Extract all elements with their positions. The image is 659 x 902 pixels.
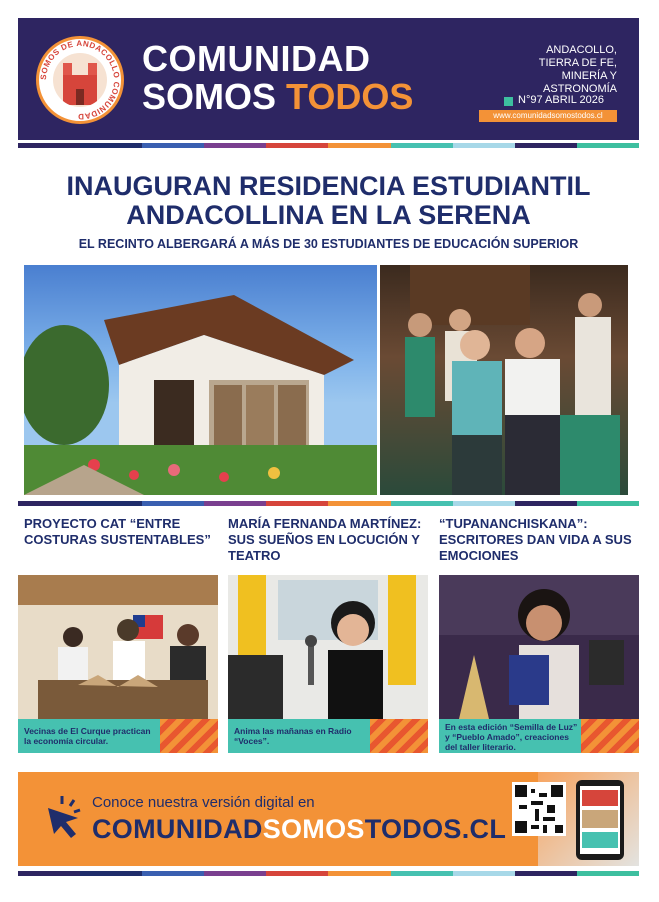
promo-url-todos: TODOS bbox=[364, 814, 462, 844]
stripe-segment bbox=[515, 871, 577, 876]
article-title-tupananchiskana[interactable]: “TUPANANCHISKANA”: ESCRITORES DAN VIDA A SUS EMOCIONES bbox=[439, 516, 632, 563]
church-logo-icon bbox=[36, 36, 124, 124]
stripe-segment bbox=[266, 871, 328, 876]
stripe-segment bbox=[391, 871, 453, 876]
stripe-segment bbox=[18, 501, 80, 506]
stripe-segment bbox=[577, 501, 639, 506]
masthead-url[interactable]: www.comunidadsomostodos.cl bbox=[479, 110, 617, 122]
stripe-segment bbox=[80, 143, 142, 148]
stripe-segment bbox=[266, 501, 328, 506]
stripe-segment bbox=[142, 501, 204, 506]
stripe-segment bbox=[80, 501, 142, 506]
masthead-title-line1: COMUNIDAD bbox=[142, 38, 371, 79]
promo-url-tld: .CL bbox=[461, 814, 507, 844]
phone-icon bbox=[574, 778, 626, 862]
color-stripe-top bbox=[18, 143, 639, 148]
promo-text-small: Conoce nuestra versión digital en bbox=[92, 794, 315, 811]
stripe-segment bbox=[266, 143, 328, 148]
article-title-cat[interactable]: PROYECTO CAT “ENTRE COSTURAS SUSTENTABLES” bbox=[24, 516, 211, 547]
stripe-segment bbox=[328, 871, 390, 876]
stripe-segment bbox=[18, 143, 80, 148]
logo-text: SOMOS DE ANDACOLLO COMUNIDAD bbox=[38, 38, 122, 122]
stripe-segment bbox=[453, 871, 515, 876]
pointer-click-icon bbox=[40, 794, 90, 844]
qr-code-icon[interactable] bbox=[512, 782, 566, 836]
stripe-segment bbox=[142, 871, 204, 876]
stripe-segment bbox=[391, 143, 453, 148]
stripe-segment bbox=[577, 871, 639, 876]
masthead-title-somos: SOMOS bbox=[142, 76, 287, 117]
cover-subhead: EL RECINTO ALBERGARÁ A MÁS DE 30 ESTUDIANTES DE EDUCACIÓN SUPERIOR bbox=[78, 237, 579, 251]
stripe-segment bbox=[577, 143, 639, 148]
color-stripe-middle bbox=[18, 501, 639, 506]
stripe-segment bbox=[18, 871, 80, 876]
square-marker-icon bbox=[504, 97, 513, 106]
stripe-segment bbox=[391, 501, 453, 506]
masthead-title-line2 bbox=[142, 78, 413, 116]
article-caption-radio: Anima las mañanas en Radio “Voces”. bbox=[234, 726, 352, 746]
promo-url[interactable] bbox=[92, 814, 506, 845]
stripe-segment bbox=[328, 143, 390, 148]
stripe-segment bbox=[204, 501, 266, 506]
stripe-segment bbox=[204, 871, 266, 876]
stripe-segment bbox=[515, 501, 577, 506]
masthead-tagline: ANDACOLLO, TIERRA DE FE, MINERÍA Y ASTRONOMÍA bbox=[538, 44, 617, 95]
stripe-segment bbox=[142, 143, 204, 148]
color-stripe-bottom bbox=[18, 871, 639, 876]
stripe-segment bbox=[204, 143, 266, 148]
stripe-segment bbox=[453, 143, 515, 148]
stripe-segment bbox=[453, 501, 515, 506]
stripe-segment bbox=[80, 871, 142, 876]
stripe-segment bbox=[515, 143, 577, 148]
inauguration-crowd-photo bbox=[380, 265, 628, 495]
promo-url-comunidad: COMUNIDAD bbox=[92, 814, 263, 844]
article-title-maria-fernanda[interactable]: MARÍA FERNANDA MARTÍNEZ: SUS SUEÑOS EN LOCUCIÓN Y TEATRO bbox=[228, 516, 422, 563]
residence-photo bbox=[24, 265, 377, 495]
cover-headline: INAUGURAN RESIDENCIA ESTUDIANTIL ANDACOLLINA EN LA SERENA bbox=[66, 171, 591, 230]
stripe-segment bbox=[328, 501, 390, 506]
masthead-title-todos: TODOS bbox=[286, 76, 414, 117]
article-caption-cat: Vecinas de El Curque practican la economía circular. bbox=[24, 726, 151, 746]
article-caption-writers: En esta edición “Semilla de Luz” y “Pueblo Amado”, creaciones del taller literario. bbox=[445, 722, 578, 752]
edition-number: N°97 ABRIL 2026 bbox=[518, 94, 604, 106]
promo-url-somos: SOMOS bbox=[262, 814, 365, 844]
